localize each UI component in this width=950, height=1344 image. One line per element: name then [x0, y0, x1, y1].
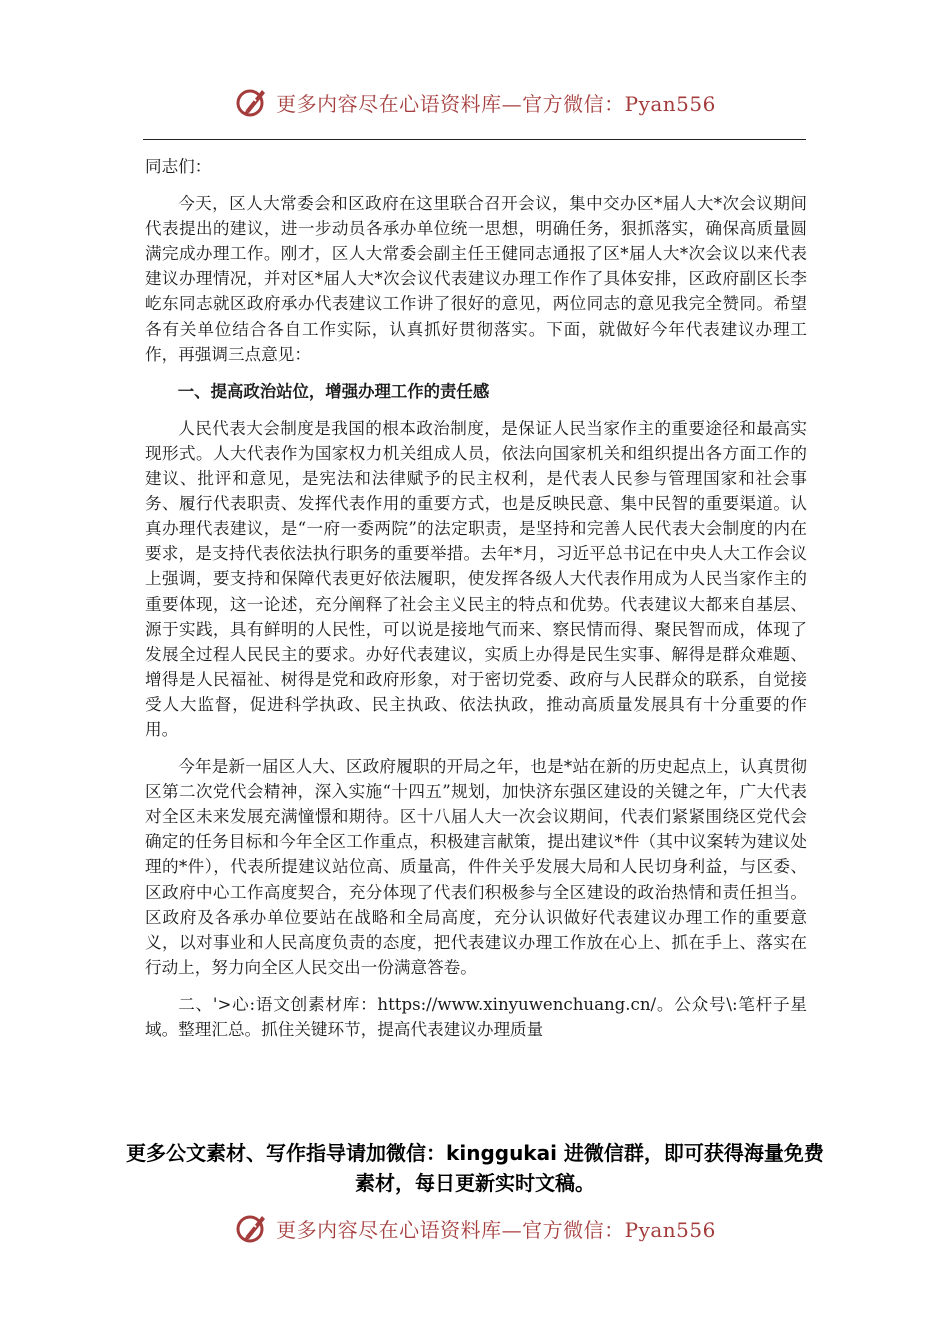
header-banner-text: 更多内容尽在心语资料库—官方微信：Pyan556: [276, 91, 716, 116]
section-1-paragraph-2: 今年是新一届区人大、区政府履职的开局之年，也是*站在新的历史起点上，认真贯彻区第二次党代会精神，深入实施“十四五”规划，加快济东强区建设的关键之年，广大代表对全区未来发展充满憧憬和期待。区十八届人大一次会议期间，代表们紧紧围绕区党代会确定的任务目标和今年全区工作重点，积极建言献策，提出建议*件（其中议案转为建议处理的*件），代表所提建议站位高、质量高，件件关乎发展大局和人民切身利益，与区委、区政府中心工作高度契合，充分体现了代表们积极参与全区建设的政治热情和责任担当。区政府及各承办单位要站在战略和全局高度，充分认识做好代表建议办理工作的重要意义，以对事业和人民高度负责的态度，把代表建议办理工作放在心上、抓在手上、落实在行动上，努力向全区人民交出一份满意答卷。: [145, 757, 807, 977]
pen-quill-logo-icon: [234, 1210, 270, 1246]
footer-banner-text: 更多内容尽在心语资料库—官方微信：Pyan556: [276, 1217, 716, 1242]
footer-banner: [0, 1208, 950, 1248]
header-divider: [143, 139, 806, 140]
intro-paragraph: 今天，区人大常委会和区政府在这里联合召开会议，集中交办区*届人大*次会议期间代表提出的建议，进一步动员各承办单位统一思想，明确任务，狠抓落实，确保高质量圆满完成办理工作。刚才，区人大常委会副主任王健同志通报了区*届人大*次会议以来代表建议办理情况，并对区*届人大*次会议代表建议办理工作作了具体安排，区政府副区长李屹东同志就区政府承办代表建议工作讲了很好的意见，两位同志的意见我完全赞同。希望各有关单位结合各自工作实际，认真抓好贯彻落实。下面，就做好今年代表建议办理工作，再强调三点意见：: [145, 194, 807, 364]
section-1-heading: 一、提高政治站位，增强办理工作的责任感: [177, 381, 490, 401]
section-2-line: 二、'>心:语文创素材库：https://www.xinyuwenchuang.cn/。公众号\:笔杆子星域。整理汇总。抓住关键环节，提高代表建议办理质量: [145, 994, 807, 1039]
document-body: [145, 154, 807, 1042]
promo-notice: 更多公文素材、写作指导请加微信：kinggukai 进微信群，即可获得海量免费素材，每日更新实时文稿。: [126, 1141, 824, 1195]
pen-quill-logo-icon: [234, 84, 270, 120]
section-1-paragraph-1: 人民代表大会制度是我国的根本政治制度，是保证人民当家作主的重要途径和最高实现形式。人大代表作为国家权力机关组成人员，依法向国家机关和组织提出各方面工作的建议、批评和意见，是宪法和法律赋予的民主权利，是代表人民参与管理国家和社会事务、履行代表职责、发挥代表作用的重要方式，也是反映民意、集中民智的重要渠道。认真办理代表建议，是“一府一委两院”的法定职责，是坚持和完善人民代表大会制度的内在要求，是支持代表依法执行职务的重要举措。去年*月，习近平总书记在中央人大工作会议上强调，要支持和保障代表更好依法履职，使发挥各级人大代表作用成为人民当家作主的重要体现，这一论述，充分阐释了社会主义民主的特点和优势。代表建议大都来自基层、源于实践，具有鲜明的人民性，可以说是接地气而来、察民情而得、聚民智而成，体现了发展全过程人民民主的要求。办好代表建议，实质上办得是民生实事、解得是群众难题、增得是人民福祉、树得是党和政府形象，对于密切党委、政府与人民群众的联系，自觉接受人大监督，促进科学执政、民主执政、依法执政，推动高质量发展具有十分重要的作用。: [145, 418, 807, 739]
salutation: 同志们：: [145, 157, 212, 176]
header-banner: [0, 82, 950, 122]
